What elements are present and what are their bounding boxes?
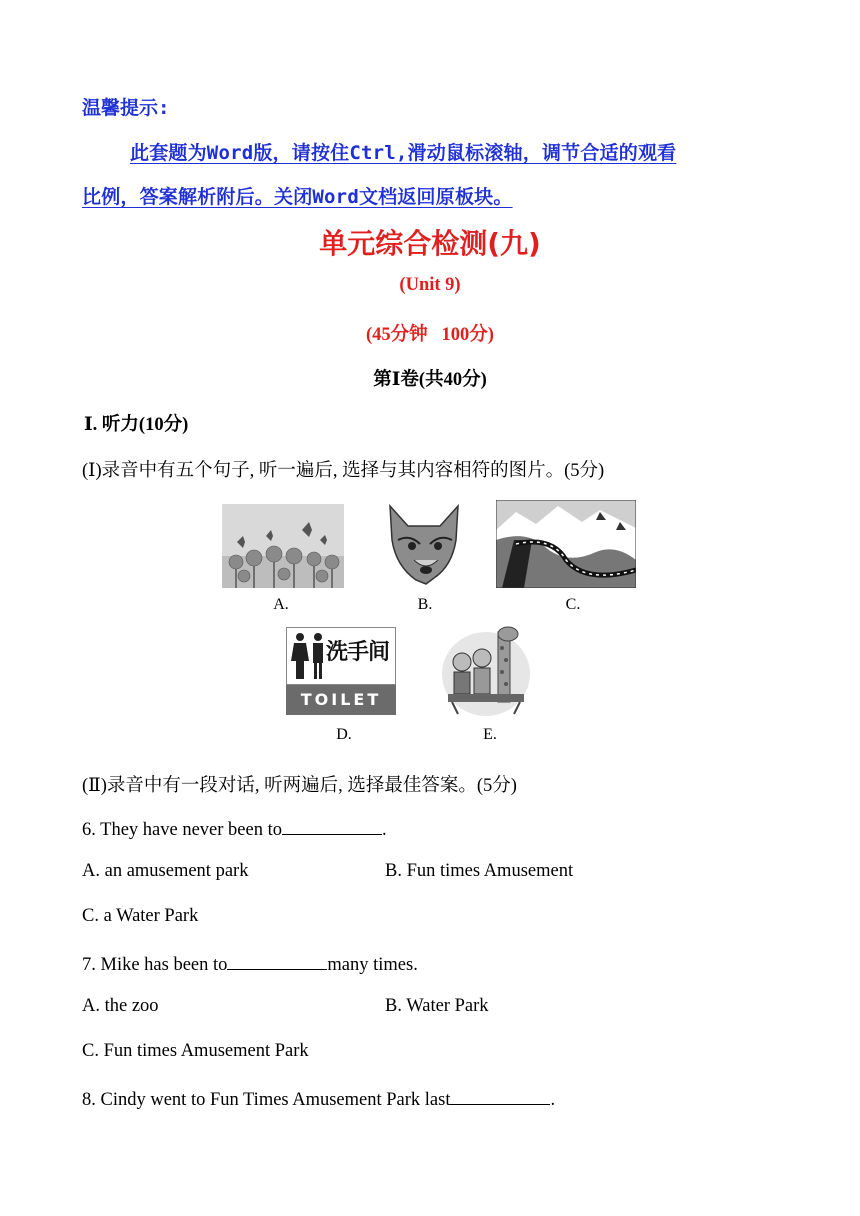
answer-blank (450, 1086, 550, 1105)
tip-line-1: 此套题为Word版，请按住Ctrl,滑动鼠标滚轴，调节合适的观看 (130, 142, 677, 164)
kids-giraffe-icon (440, 624, 532, 718)
picture-e (440, 624, 532, 718)
question-6-option-c: C. a Water Park (82, 906, 199, 926)
great-wall-icon (496, 500, 636, 588)
question-7-option-b: B. Water Park (385, 996, 489, 1016)
answer-blank (227, 951, 327, 970)
picture-b-label: B. (417, 596, 433, 613)
question-7-option-a: A. the zoo (82, 996, 159, 1016)
question-7-option-c: C. Fun times Amusement Park (82, 1041, 309, 1061)
volume-heading: 第Ⅰ卷(共40分) (373, 370, 487, 390)
question-6-option-b: B. Fun times Amusement (385, 861, 574, 881)
fox-icon (380, 500, 468, 586)
toilet-sign-subtext: TOILET (286, 685, 396, 715)
answer-blank (282, 816, 382, 835)
question-6-stem-end: . (382, 820, 387, 840)
question-6 (82, 816, 387, 841)
person-pictogram-icon (290, 631, 326, 681)
picture-a-label: A. (273, 596, 289, 613)
question-8-stem-end: . (550, 1090, 556, 1110)
unit-subtitle: (Unit 9) (399, 275, 461, 295)
question-7 (82, 951, 418, 976)
question-8-stem: 8. Cindy went to Fun Times Amusement Park last (82, 1090, 451, 1110)
part2-instruction: (Ⅱ)录音中有一段对话, 听两遍后, 选择最佳答案。(5分) (82, 776, 517, 796)
question-7-stem-end: many times. (327, 955, 418, 975)
toilet-sign-text: 洗手间 (326, 640, 390, 665)
picture-b (380, 500, 468, 586)
part1-instruction: (Ⅰ)录音中有五个句子, 听一遍后, 选择与其内容相符的图片。(5分) (82, 461, 605, 481)
tip-heading: 温馨提示: (82, 97, 170, 119)
picture-c-label: C. (565, 596, 581, 613)
question-6-stem: 6. They have never been to (82, 820, 282, 840)
question-7-stem: 7. Mike has been to (82, 955, 228, 975)
toilet-sign-icon (286, 627, 396, 715)
page-title: 单元综合检测(九) (319, 227, 541, 260)
picture-d-label: D. (336, 726, 352, 743)
tip-line-2: 比例，答案解析附后。关闭Word文档返回原板块。 (82, 186, 513, 208)
picture-d (286, 627, 396, 715)
picture-a (222, 504, 344, 588)
picture-c (496, 500, 636, 588)
question-6-option-a: A. an amusement park (82, 861, 249, 881)
section-heading: Ⅰ. 听力(10分) (84, 415, 189, 435)
flowers-butterflies-icon (222, 504, 344, 588)
picture-e-label: E. (483, 726, 497, 743)
question-8 (82, 1086, 555, 1111)
time-score: (45分钟 100分) (366, 325, 494, 345)
